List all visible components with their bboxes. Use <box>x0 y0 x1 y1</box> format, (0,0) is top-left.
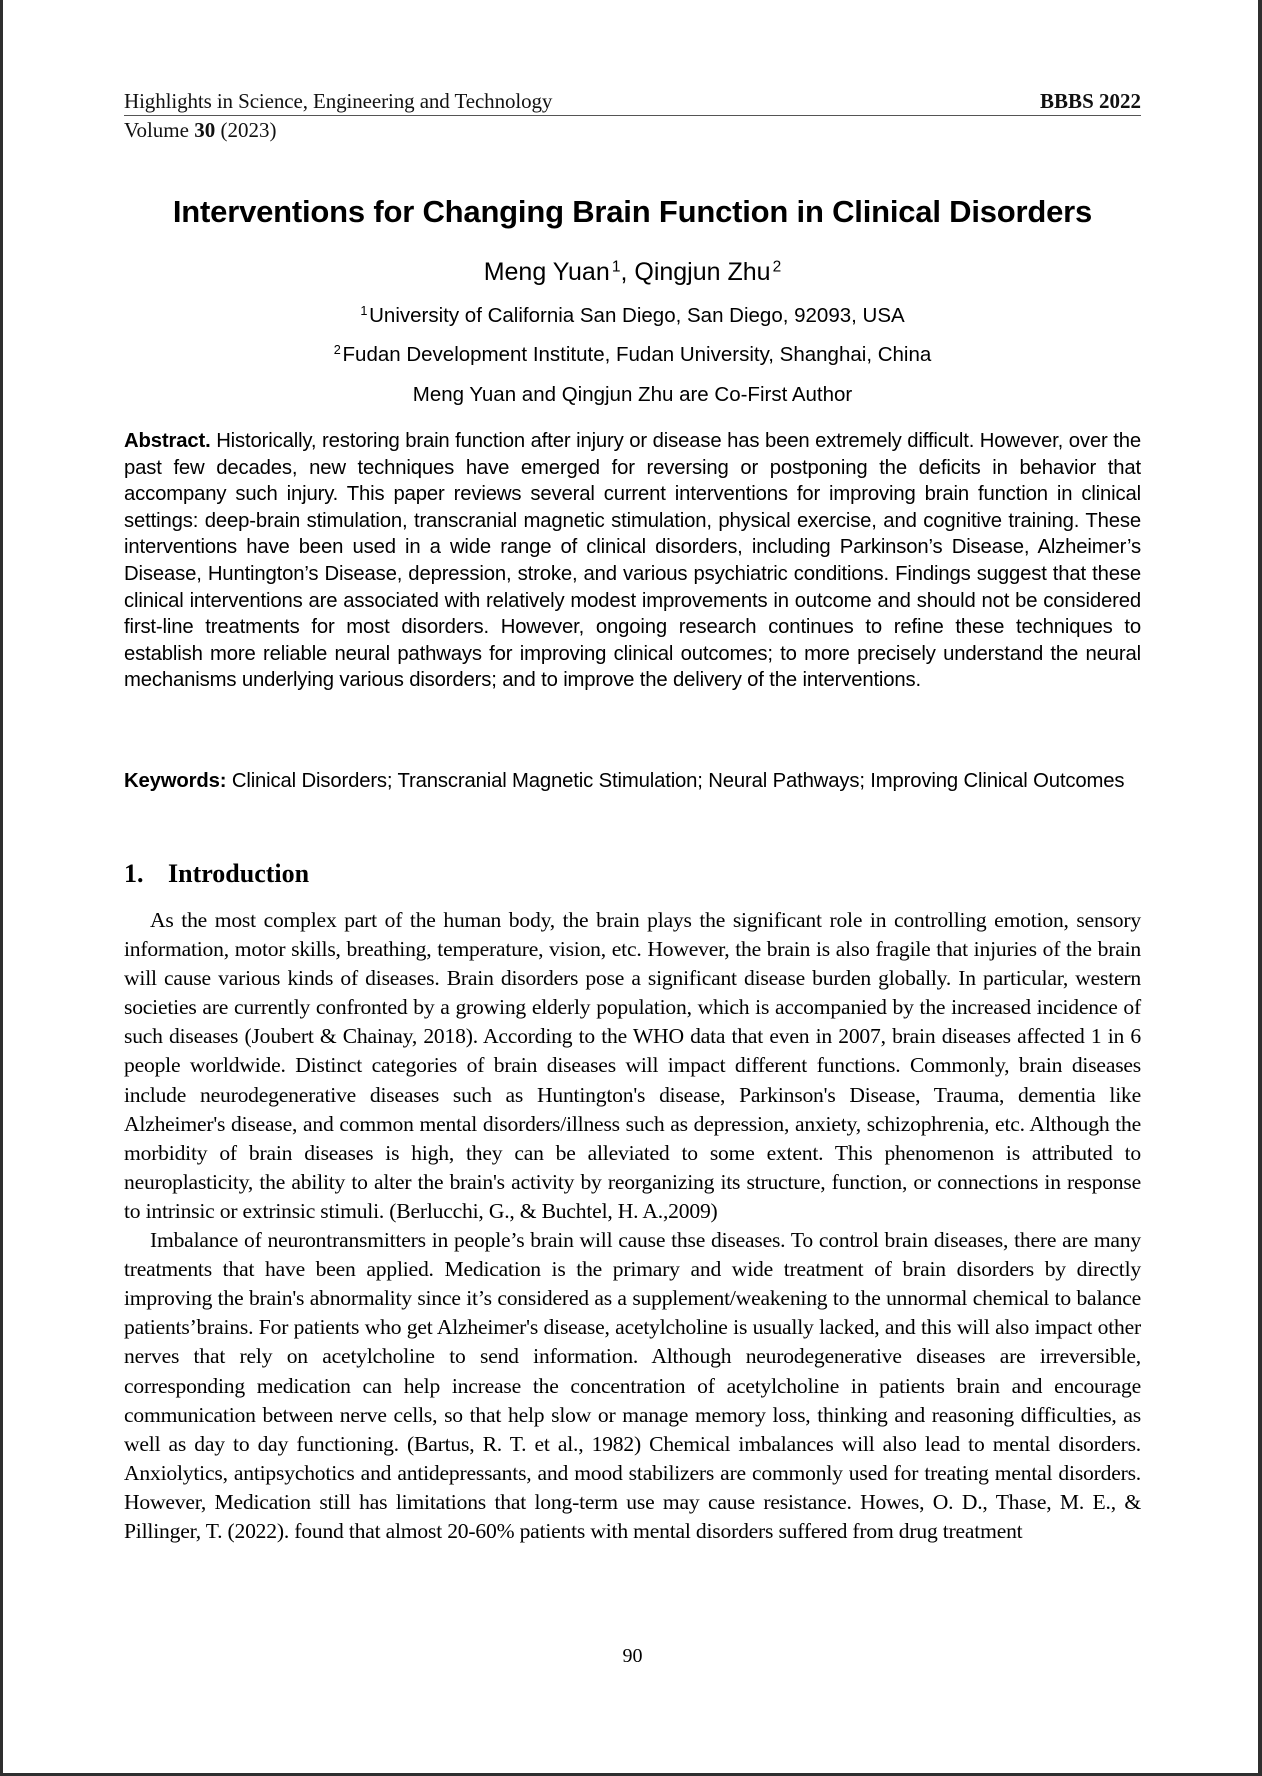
author-name: Qingjun Zhu <box>634 258 771 286</box>
author-affiliation-marker: 2 <box>772 258 782 276</box>
author-name: Meng Yuan <box>483 258 610 286</box>
volume-info <box>124 120 276 141</box>
section-title: Introduction <box>168 859 310 888</box>
section-heading <box>124 860 309 889</box>
paragraph: Imbalance of neurontransmitters in people’s brain will cause thse diseases. To control brain diseases, there are many treatments that have been applied. Medication is the primary and wide treatment of brain disorders by directly improving the brain's abnormality since it’s considered as a supplement/weakening to the unnormal chemical to balance patients’brains. For patients who get Alzheimer's disease, acetylcholine is usually lacked, and this will also impact other nerves that rely on acetylcholine to send information. Although neurodegenerative diseases are irreversible, corresponding medication can help increase the concentration of acetylcholine in patients brain and encourage communication between nerve cells, so that help slow or manage memory loss, thinking and reasoning difficulties, as well as day to day functioning. (Bartus, R. T. et al., 1982) Chemical imbalances will also lead to mental disorders. Anxiolytics, antipsychotics and antidepressants, and mood stabilizers are commonly used for treating mental disorders. However, Medication still has limitations that long-term use may cause resistance. Howes, O. D., Thase, M. E., & Pillinger, T. (2022). found that almost 20-60% patients with mental disorders suffered from drug treatment <box>124 1228 1141 1543</box>
affiliation-text: University of California San Diego, San Diego, 92093, USA <box>369 304 905 327</box>
abstract-text: Historically, restoring brain function after injury or disease has been extremely difficult. However, over the past few decades, new techniques have emerged for reversing or postponing the deficits in behavior that accompany such injury. This paper reviews several current interventions for improving brain function in clinical settings: deep-brain stimulation, transcranial magnetic stimulation, physical exercise, and cognitive training. These interventions have been used in a wide range of clinical disorders, including Parkinson’s Disease, Alzheimer’s Disease, Huntington’s Disease, depression, stroke, and various psychiatric conditions. Findings suggest that these clinical interventions are associated with relatively modest improvements in outcome and should not be considered first-line treatments for most disorders. However, ongoing research continues to refine these techniques to establish more reliable neural pathways for improving clinical outcomes; to more precisely understand the neural mechanisms underlying various disorders; and to improve the delivery of the interventions. <box>124 430 1141 692</box>
journal-name: Highlights in Science, Engineering and Technology <box>124 89 553 113</box>
running-header <box>124 88 1141 116</box>
affiliation-text: Fudan Development Institute, Fudan University, Shanghai, China <box>342 343 932 366</box>
keywords <box>124 768 1141 795</box>
affiliation-marker: 2 <box>333 342 341 358</box>
author-affiliation-marker: 1 <box>611 258 621 276</box>
author-separator: , <box>620 258 635 286</box>
co-first-author-note: Meng Yuan and Qingjun Zhu are Co-First Author <box>412 383 853 406</box>
author-list <box>124 259 1141 287</box>
section-number: 1. <box>124 859 144 888</box>
volume-year: (2023) <box>215 118 277 142</box>
abstract <box>124 428 1141 694</box>
conference-name: BBBS 2022 <box>1040 89 1141 113</box>
page-number: 90 <box>622 1645 643 1667</box>
paragraph: As the most complex part of the human body, the brain plays the significant role in controlling emotion, sensory information, motor skills, breathing, temperature, vision, etc. However, the brain is also fragile that injuries of the brain will cause various kinds of diseases. Brain disorders pose a significant disease burden globally. In particular, western societies are currently confronted by a growing elderly population, which is accompanied by the increased incidence of such diseases (Joubert & Chainay, 2018). According to the WHO data that even in 2007, brain diseases affected 1 in 6 people worldwide. Distinct categories of brain diseases will impact different functions. Commonly, brain diseases include neurodegenerative diseases such as Huntington's disease, Parkinson's Disease, Trauma, dementia like Alzheimer's disease, and common mental disorders/illness such as depression, anxiety, schizophrenia, etc. Although the morbidity of brain diseases is high, they can be alleviated to some extent. This phenomenon is attributed to neuroplasticity, the ability to alter the brain's activity by reorganizing its structure, function, or connections in response to intrinsic or extrinsic stimuli. (Berlucchi, G., & Buchtel, H. A.,2009) <box>124 908 1141 1223</box>
volume-prefix: Volume <box>124 118 195 142</box>
keywords-text: Clinical Disorders; Transcranial Magnetic Stimulation; Neural Pathways; Improving Clinical Outcomes <box>231 770 1125 792</box>
abstract-label: Abstract. <box>124 430 211 452</box>
affiliation <box>124 344 1141 367</box>
document-page <box>3 0 1258 1773</box>
section-body <box>124 906 1141 1546</box>
keywords-label: Keywords: <box>124 770 227 792</box>
paper-title: Interventions for Changing Brain Function in Clinical Disorders <box>172 194 1093 229</box>
affiliation <box>124 305 1141 328</box>
volume-number: 30 <box>194 118 216 142</box>
affiliation-marker: 1 <box>360 303 368 319</box>
